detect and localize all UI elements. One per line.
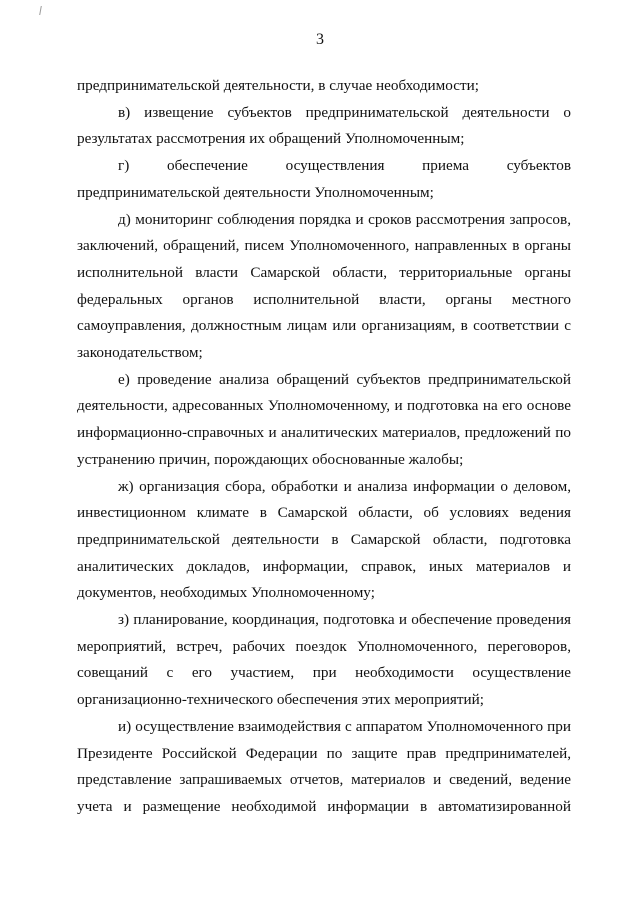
paragraph-item-v: в) извещение субъектов предпринимательской деятельности о результатах рассмотрения их обращений Уполномоченным;	[77, 103, 571, 148]
paragraph-item-d: д) мониторинг соблюдения порядка и сроков рассмотрения запросов, заключений, обращений, писем Уполномоченного, направленных в органы исполнительной власти Самарской области, территориальные органы федеральных органов исполнительной власти, органы местного самоуправления, должностным лицам или организациям, в соответствии с законодательством;	[77, 210, 571, 362]
page-number: 3	[316, 31, 324, 48]
paragraph-item-zh: ж) организация сбора, обработки и анализа информации о деловом, инвестиционном климате в Самарской области, об условиях ведения предпринимательской деятельности в Самарской области, подготовка аналитических докладов, информации, справок, иных материалов и документов, необходимых Уполномоченному;	[77, 477, 571, 602]
paragraph-continuation: предпринимательской деятельности, в случае необходимости;	[77, 77, 479, 94]
paragraph-item-i: и) осуществление взаимодействия с аппаратом Уполномоченного при Президенте Российской Федерации по защите прав предпринимателей, представление запрашиваемых отчетов, материалов и сведений, ведение учета и размещение необходимой информации в автоматизированной	[77, 717, 571, 815]
paragraph-item-e: е) проведение анализа обращений субъектов предпринимательской деятельности, адресованных Уполномоченному, и подготовка на его основе информационно-справочных и аналитических материалов, предложений по устранению причин, порождающих обоснованные жалобы;	[77, 370, 571, 468]
paragraph-item-z: з) планирование, координация, подготовка и обеспечение проведения мероприятий, встреч, рабочих поездок Уполномоченного, переговоров, совещаний с его участием, при необходимости осуществление организационно-технического обеспечения этих мероприятий;	[77, 611, 571, 709]
document-body	[77, 73, 571, 821]
scan-mark	[39, 6, 45, 15]
paragraph-item-g: г) обеспечение осуществления приема субъектов предпринимательской деятельности Уполномоченным;	[77, 157, 571, 201]
